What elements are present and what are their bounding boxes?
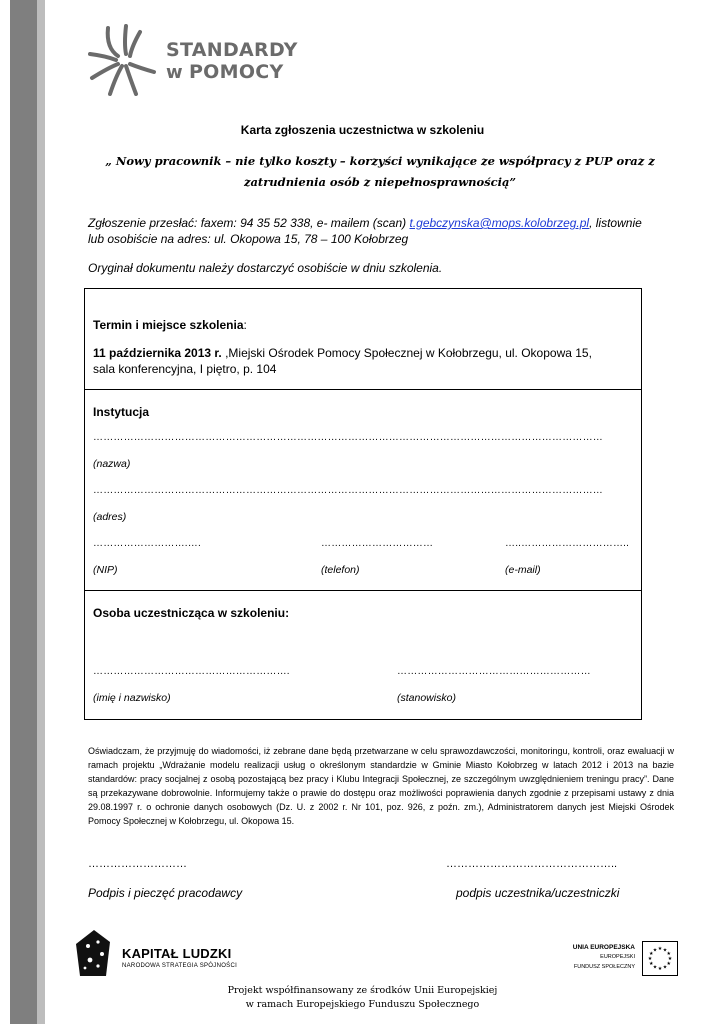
form-title: Karta zgłoszenia uczestnictwa w szkoleniu: [240, 123, 485, 137]
institution-name-field[interactable]: ……………………………………………………………………………………………………………………………………: [93, 432, 603, 443]
svg-text:★: ★: [657, 966, 663, 972]
term-date: 11 października 2013 r.: [93, 346, 222, 360]
institution-phone-hint: (telefon): [321, 564, 360, 576]
cofinancing-footer: [0, 984, 725, 1012]
institution-phone-field[interactable]: ……………………………: [321, 538, 434, 549]
institution-nip-field[interactable]: ……………………….….: [93, 538, 201, 549]
original-document-note: Oryginał dokumentu należy dostarczyć osobiście w dniu szkolenia.: [88, 261, 443, 275]
svg-text:★: ★: [667, 956, 673, 962]
employer-signature-label: Podpis i pieczęć pracodawcy: [88, 886, 243, 900]
eu-logo: [548, 941, 678, 977]
training-title-line2: zatrudnienia osób z niepełnosprawnością”: [243, 175, 517, 189]
footer-line2: w ramach Europejskiego Funduszu Społecznego: [245, 999, 480, 1010]
eu-fund-line1: EUROPEJSKI: [600, 954, 635, 960]
svg-text:★: ★: [652, 947, 658, 954]
institution-nip-hint: (NIP): [93, 564, 118, 576]
training-title: [90, 151, 670, 193]
svg-text:★: ★: [649, 961, 654, 967]
term-label: [93, 318, 247, 332]
email-link[interactable]: t.gebczynska@mops.kolobrzeg.pl: [409, 216, 590, 230]
participant-name-hint: (imię i nazwisko): [93, 692, 171, 704]
institution-email-field[interactable]: …..…………………………..: [505, 538, 630, 549]
participant-signature-field[interactable]: ………………………………………..: [446, 858, 618, 870]
logo-w: w: [166, 62, 183, 83]
data-processing-statement: Oświadczam, że przyjmuję do wiadomości, iż zebrane dane będą przetwarzane w celu sprawozdawczości, monitoringu, kontroli, oraz ewaluacji w ramach projektu „Wdrażanie modelu realizacji usług o określonym standardzie w Gminie Miasto Kołobrzeg w latach 2012 i 2013 na bazie standardów: pracy socjalnej z osobą pozostającą bez pracy i Klubu Integracji Społecznej, ze szczególnym uwzględnieniem treningu pracy”. Dane są przekazywane dobrowolnie. Informujemy także o prawie do dostępu oraz możliwości poprawienia danych zgodnie z przepisami ustawy z dnia 29.08.1997 r. o ochronie danych osobowych (Dz. U. z 2002 r. Nr 101, poz. 926, z poźn. zm.), Administratorem danych jest Miejski Ośrodek Pomocy Społecznej w Kołobrzegu, ul. Okopowa 15.: [88, 746, 674, 826]
institution-address-hint: (adres): [93, 511, 127, 523]
eu-title: UNIA EUROPEJSKA: [572, 944, 635, 951]
term-place-line2: sala konferencyjna, I piętro, p. 104: [93, 362, 277, 376]
training-title-line1: „ Nowy pracownik – nie tylko koszty – korzyści wynikające ze współpracy z PUP oraz z: [105, 154, 655, 168]
left-margin-bar-light: [37, 0, 45, 1024]
kapital-ludzki-subtitle: NARODOWA STRATEGIA SPÓJNOŚCI: [122, 963, 238, 969]
institution-label: Instytucja: [93, 405, 150, 419]
institution-email-hint: (e-mail): [505, 564, 541, 576]
institution-section: [85, 390, 641, 591]
logo-subtitle: [166, 61, 284, 83]
standardy-logo: [88, 24, 298, 96]
svg-text:★: ★: [666, 951, 671, 957]
svg-text:★: ★: [662, 947, 668, 954]
kapital-ludzki-logo: [76, 930, 276, 980]
left-margin-bar: [10, 0, 37, 1024]
svg-text:★: ★: [649, 951, 654, 957]
svg-text:★: ★: [657, 946, 663, 952]
participant-name-field[interactable]: ………………………………………………….: [93, 666, 290, 677]
participant-position-field[interactable]: …………………………………………………: [397, 666, 591, 677]
logo-title: STANDARDY: [166, 39, 298, 61]
star-burst-icon: [88, 24, 163, 96]
eu-flag-icon: [642, 941, 678, 976]
institution-name-hint: (nazwa): [93, 458, 131, 470]
participant-position-hint: (stanowisko): [397, 692, 456, 704]
kapital-ludzki-emblem-icon: [76, 930, 112, 978]
svg-text:★: ★: [662, 964, 668, 971]
svg-text:★: ★: [652, 964, 658, 971]
term-label-text: Termin i miejsce szkolenia: [93, 318, 244, 332]
participant-signature-label: podpis uczestnika/uczestniczki: [456, 886, 620, 900]
participant-section: [85, 591, 641, 719]
instructions-part1: Zgłoszenie przesłać: faxem: 94 35 52 338, e- mailem (scan): [88, 216, 410, 230]
form-box: [84, 288, 642, 720]
kapital-ludzki-title: KAPITAŁ LUDZKI: [122, 946, 232, 961]
institution-address-field[interactable]: ……………………………………………………………………………………………………………………………………: [93, 485, 603, 496]
eu-fund-line2: FUNDUSZ SPOŁECZNY: [573, 964, 635, 970]
submission-instructions: [88, 215, 648, 247]
term-label-colon: :: [243, 318, 247, 332]
svg-text:★: ★: [666, 961, 671, 967]
instructions-part2: , listownie lub osobiście na adres: ul. Okopowa 15, 78 – 100 Kołobrzeg: [88, 216, 642, 246]
svg-text:★: ★: [647, 956, 653, 962]
term-section: [85, 289, 641, 390]
term-details: [93, 345, 633, 377]
participant-label: Osoba uczestnicząca w szkoleniu:: [93, 606, 290, 620]
employer-signature-field[interactable]: ………………………: [88, 858, 187, 870]
term-place-line1: ,Miejski Ośrodek Pomocy Społecznej w Kołobrzegu, ul. Okopowa 15,: [221, 346, 592, 360]
footer-line1: Projekt współfinansowany ze środków Unii Europejskiej: [227, 985, 498, 996]
logo-pomocy: POMOCY: [188, 61, 284, 83]
